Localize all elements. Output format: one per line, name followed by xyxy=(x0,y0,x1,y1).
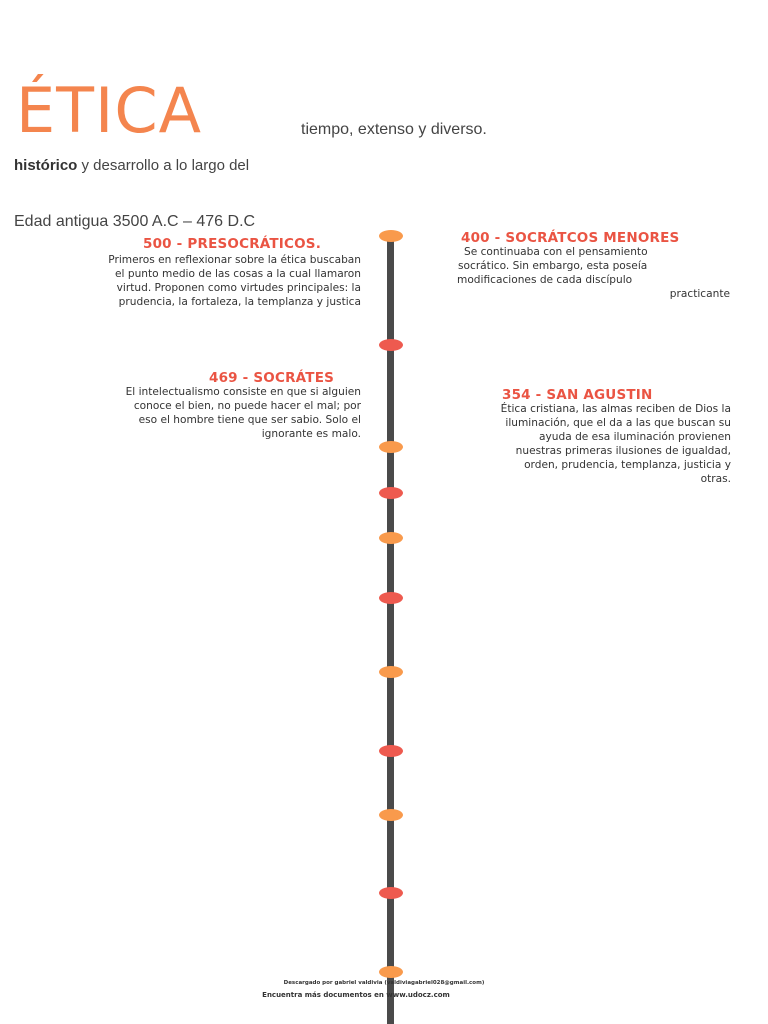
event-line: modificaciones de cada discípulo xyxy=(457,274,633,286)
timeline-dot xyxy=(379,745,403,757)
timeline-dot xyxy=(379,487,403,499)
event-text-socrates xyxy=(0,385,361,441)
subtitle-fragment-left xyxy=(14,157,249,174)
timeline-line xyxy=(387,236,394,1024)
timeline-dot xyxy=(379,666,403,678)
event-line: Primeros en reflexionar sobre la ética buscaban xyxy=(108,254,361,266)
event-line: practicante xyxy=(669,288,730,300)
event-text-socraticos-menores xyxy=(440,245,730,301)
event-title-presocraticos: 500 - PRESOCRÁTICOS. xyxy=(143,236,322,252)
more-documents-link[interactable]: Encuentra más documentos en www.udocz.com xyxy=(262,991,450,999)
subtitle-fragment-right: tiempo, extenso y diverso. xyxy=(301,121,487,138)
event-line: conoce el bien, no puede hacer el mal; por xyxy=(133,400,361,412)
timeline-dot xyxy=(379,441,403,453)
timeline-dot xyxy=(379,339,403,351)
timeline-dot xyxy=(379,809,403,821)
event-line: virtud. Proponen como virtudes principales: la xyxy=(116,282,361,294)
page-title: ÉTICA xyxy=(16,74,203,147)
event-line: iluminación, que el da a las que buscan su xyxy=(505,417,731,429)
timeline-dot xyxy=(379,230,403,242)
event-text-san-agustin xyxy=(408,402,731,486)
event-line: El intelectualismo consiste en que si alguien xyxy=(125,386,361,398)
timeline-dot xyxy=(379,532,403,544)
event-line: nuestras primeras ilusiones de igualdad, xyxy=(515,445,731,457)
timeline-dot xyxy=(379,966,403,978)
event-line: otras. xyxy=(700,473,731,485)
event-line: Se continuaba con el pensamiento xyxy=(464,246,648,258)
event-title-socraticos-menores: 400 - SOCRÁTCOS MENORES xyxy=(461,230,680,246)
event-line: ignorante es malo. xyxy=(261,428,361,440)
era-label: Edad antigua 3500 A.C – 476 D.C xyxy=(14,213,256,230)
event-line: orden, prudencia, templanza, justicia y xyxy=(524,459,731,471)
event-line: prudencia, la fortaleza, la templanza y justica xyxy=(118,296,361,308)
timeline-dot xyxy=(379,887,403,899)
event-title-san-agustin: 354 - SAN AGUSTIN xyxy=(502,387,653,403)
event-line: Ética cristiana, las almas reciben de Dios la xyxy=(500,403,731,415)
subtitle-bold-word: histórico xyxy=(14,157,78,174)
event-line: el punto medio de las cosas a la cual llamaron xyxy=(115,268,361,280)
event-text-presocraticos xyxy=(0,253,361,309)
event-line: eso el hombre tiene que ser sabio. Solo el xyxy=(138,414,361,426)
event-line: ayuda de esa iluminación provienen xyxy=(539,431,731,443)
timeline-dot xyxy=(379,592,403,604)
event-line: socrático. Sin embargo, esta poseía xyxy=(458,260,648,272)
download-credit: Descargado por gabriel valdivia (valdiviagabriel028@gmail.com) xyxy=(283,980,485,986)
subtitle-rest: y desarrollo a lo largo del xyxy=(77,157,250,174)
event-title-socrates: 469 - SOCRÁTES xyxy=(209,370,335,386)
